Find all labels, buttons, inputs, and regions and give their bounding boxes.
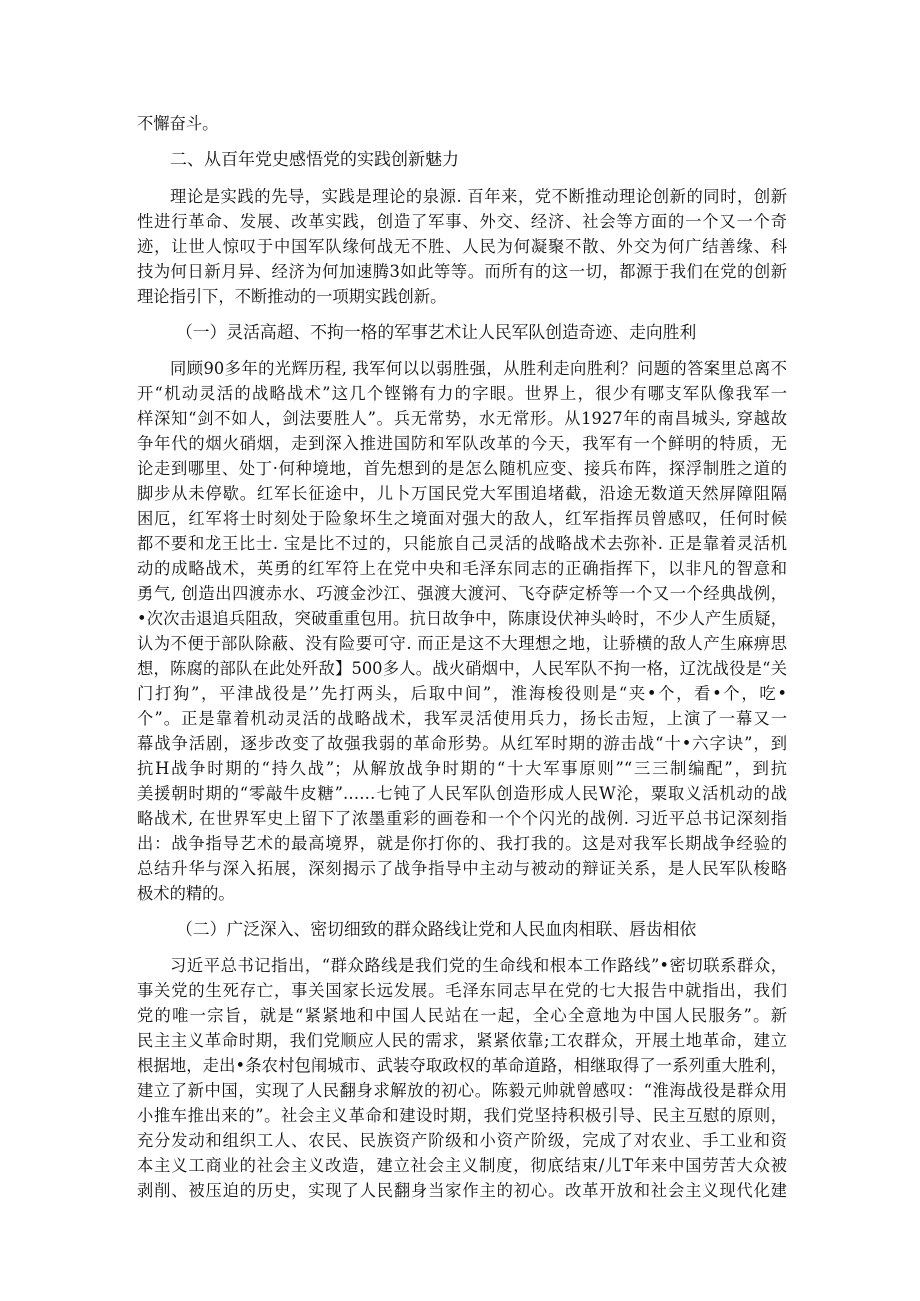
paragraph-line: •次次击退追兵阻敌，突破重重包用。抗日故争中，陈康设伏神头岭时，不少人产生质疑，	[137, 609, 787, 628]
paragraph-line: 极术的精的。	[137, 884, 235, 903]
paragraph-line: 不懈奋斗。	[137, 114, 219, 133]
paragraph-line: 迹，让世人惊叹于中国军队缘何战无不胜、人民为何凝聚不散、外交为何广结善缘、科	[137, 237, 787, 256]
paragraph-line: 本主义工商业的社会主义改造，建立社会主义制度，彻底结束/儿T年来中国劳苦大众被	[137, 1156, 787, 1175]
subsection-heading: （二）广泛深入、密切细致的群众路线让党和人民血肉相联、唇齿相依	[176, 919, 697, 939]
paragraph-line: 认为不便于部队除蔽、没有险要可守. 而正是这不大理想之地，让骄横的敌人产生麻痹思	[137, 634, 787, 653]
subsection-heading: （一）灵活高超、不拘一格的军事艺术让人民军队创造奇迹、走向胜利	[176, 322, 697, 342]
paragraph-line: 民主主义革命时期，我们党顺应人民的需求，紧紧依靠;工农群众，开展土地革命，建立	[137, 1031, 787, 1050]
paragraph-line: 习近平总书记指出，“群众路线是我们党的生命线和根本工作路线”•密切联系群众，	[170, 956, 787, 975]
paragraph-line: 出：战争指导艺术的最高境界，就是你打你的、我打我的。这是对我军长期战争经验的	[137, 834, 787, 853]
paragraph-line: 充分发动和组织工人、农民、民族资产阶级和小资产阶级，完成了对农业、手工业和资	[137, 1131, 787, 1150]
paragraph-line: 事关党的生死存亡，事关国家长远发展。毛泽东同志早在党的七大报告中就指出，我们	[137, 981, 787, 1000]
paragraph-line: 脚步从未停歇。红军长征途中，儿卜万国民党大军围追堵截，沿途无数道天然屏障阻隔	[137, 484, 787, 503]
paragraph-line: 理论指引下，不断推动的一项期实践创新。	[137, 287, 447, 306]
paragraph-line: 理论是实践的先导，实践是理论的泉源. 百年来，党不断推动理论创新的同时，创新	[170, 187, 787, 206]
section-heading: 二、从百年党史感悟党的实践创新魅力	[170, 150, 459, 170]
paragraph-line: 略战术, 在世界军史上留下了浓墨重彩的画卷和一个个闪光的战例. 习近平总书记深刻指	[137, 809, 787, 828]
paragraph-line: 幕战争活剧，逐步改变了故强我弱的革命形势。从红军时期的游击战“十•六字诀”，到	[137, 734, 787, 753]
paragraph-line: 根据地，走出•条农村包闱城市、武装夺取政权的革命道路，相继取得了一系列重大胜利，	[137, 1056, 787, 1075]
paragraph-line: 总结升华与深入拓展，深刻揭示了战争指导中主动与被动的辩证关系，是人民军队梭略	[137, 859, 787, 878]
paragraph-line: 技为何日新月异、经济为何加速腾3如此等等。而所有的这一切，都源于我们在党的创新	[137, 262, 787, 281]
paragraph-line: 党的唯一宗旨，就是“紧紧地和中国人民站在一起，全心全意地为中国人民服务”。新	[137, 1006, 787, 1025]
paragraph-line: 勇气, 创造出四渡赤水、巧渡金沙江、强渡大渡河、飞夺萨定桥等一个又一个经典战例，	[137, 584, 787, 603]
paragraph-line: 门打狗”，平津战役是’’先打两头，后取中间”，淮海梭役则是“夹•个，看•个，吃•	[137, 684, 787, 703]
paragraph-line: 想，陈腐的部队在此处歼敌】500多人。战火硝烟中，人民军队不拘一格，辽沈战役是“关	[137, 659, 787, 678]
paragraph-line: 性进行革命、发展、改革实践，创造了军事、外交、经济、社会等方面的一个又一个奇	[137, 212, 787, 231]
paragraph-line: 个”。正是靠着机动灵活的战略战术，我军灵活使用兵力，扬长击短，上演了一幕又一	[137, 709, 787, 728]
paragraph-line: 小推车推出来的”。社会主义革命和建设时期，我们党坚持积极引导、民主互慰的原则，	[137, 1106, 787, 1125]
paragraph-line: 建立了新中国，实现了人民翻身求解放的初心。陈毅元帅就曾感叹：“淮海战役是群众用	[137, 1081, 787, 1100]
paragraph-line: 美援朝时期的“零敲牛皮糖”……七钝了人民军队创造形成人民W沦，粟取义活机动的战	[137, 784, 787, 803]
paragraph-line: 开“机动灵活的战略战术”这几个铿锵有力的字眼。世界上，很少有哪支军队像我军一	[137, 384, 787, 403]
paragraph-line: 动的成略战术，英勇的红军符上在党中央和毛泽东同志的正确指挥下，以非凡的智意和	[137, 559, 787, 578]
paragraph-line: 剥削、被压迫的历史，实现了人民翻身当家作主的初心。改革开放和社会主义现代化建	[137, 1181, 787, 1200]
paragraph-line: 样深知“剑不如人，剑法要胜人”。兵无常势，水无常形。从1927年的南昌城头, 穿越故	[137, 409, 787, 428]
paragraph-line: 困厄，红军将士时刻处于险象坏生之境面对强大的敌人，红军指挥员曾感叹，任何时候	[137, 509, 787, 528]
paragraph-line: 抗H战争时期的“持久战”；从解放战争时期的“十大军事原则”“三三制编配”，到抗	[137, 759, 787, 778]
paragraph-line: 论走到哪里、处丁·何种境地，首先想到的是怎么随机应变、接兵布阵，探浮制胜之道的	[137, 459, 787, 478]
paragraph-line: 都不要和龙王比士. 宝是比不过的，只能旅自己灵活的战略战术去弥补. 正是靠着灵活机	[137, 534, 787, 553]
paragraph-line: 同顾90多年的光辉历程, 我军何以以弱胜强，从胜利走向胜利？问题的答案里总离不	[170, 359, 787, 378]
paragraph-line: 争年代的烟火硝烟，走到深入推进国防和军队改革的今天，我军有一个鲜明的特质，无	[137, 434, 787, 453]
